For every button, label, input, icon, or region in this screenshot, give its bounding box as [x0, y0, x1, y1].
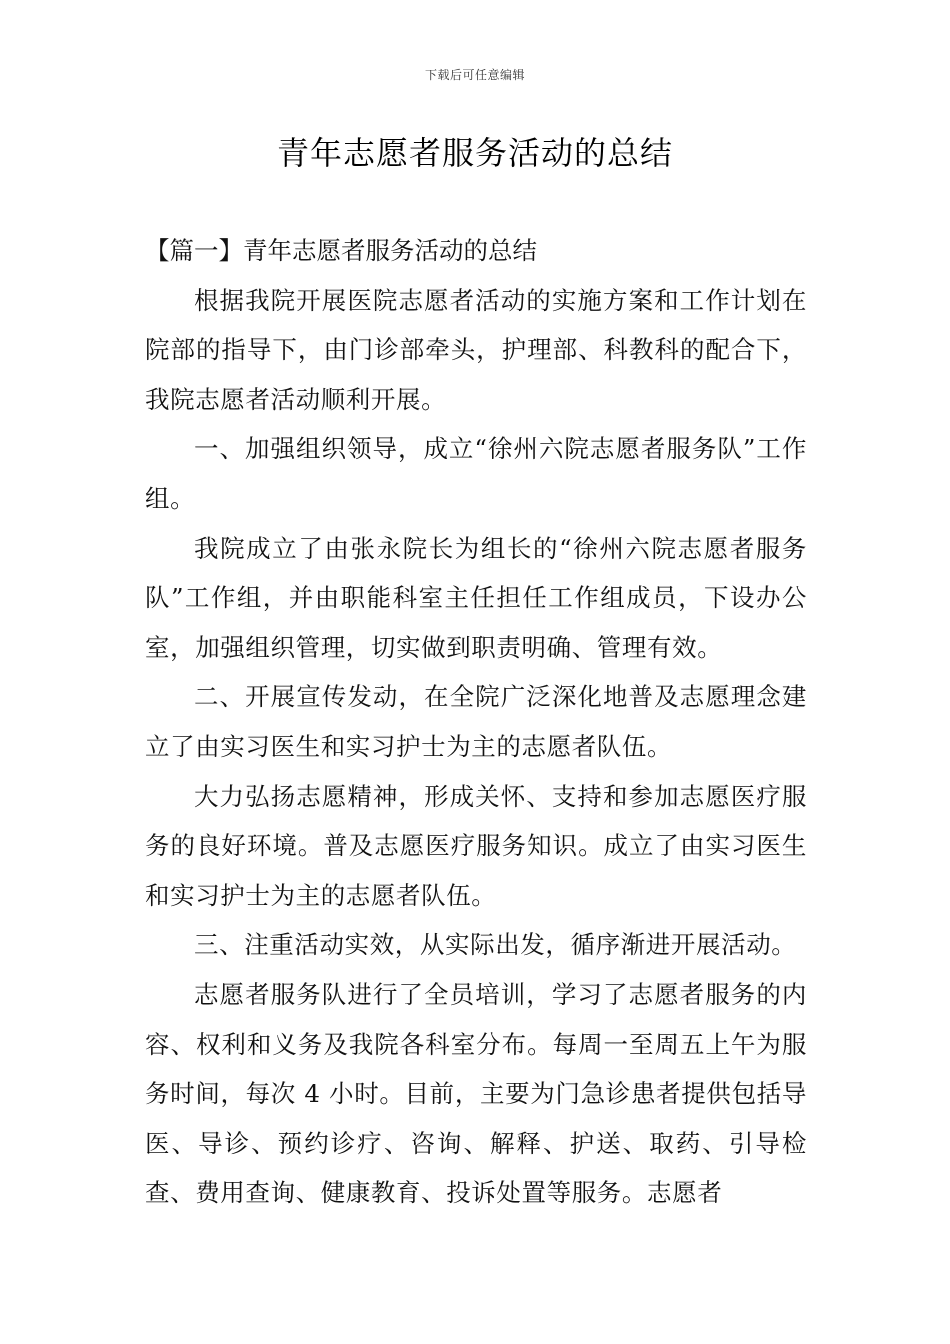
document-body [145, 226, 807, 1218]
paragraph-volunteer-spirit: 大力弘扬志愿精神，形成关怀、支持和参加志愿医疗服务的良好环境。普及志愿医疗服务知识。成立了由实习医生和实习护士为主的志愿者队伍。 [145, 781, 807, 910]
document-title: 青年志愿者服务活动的总结 [276, 134, 673, 172]
section-heading: 【篇一】青年志愿者服务活动的总结 [145, 236, 537, 265]
paragraph-intro: 根据我院开展医院志愿者活动的实施方案和工作计划在院部的指导下，由门诊部牵头，护理部、科教科的配合下，我院志愿者活动顺利开展。 [145, 285, 807, 414]
paragraph-heading-two: 二、开展宣传发动，在全院广泛深化地普及志愿理念建立了由实习医生和实习护士为主的志愿者队伍。 [145, 682, 807, 761]
paragraph-heading-three: 三、注重活动实效，从实际出发，循序渐进开展活动。 [194, 930, 797, 960]
paragraph-training: 志愿者服务队进行了全员培训，学习了志愿者服务的内容、权利和义务及我院各科室分布。每周一至周五上午为服务时间，每次 4 小时。目前，主要为门急诊患者提供包括导医、导诊、预约诊疗、咨询、解释、护送、取药、引导检查、费用查询、健康教育、投诉处置等服务。志愿者 [145, 979, 807, 1208]
page-header-note: 下载后可任意编辑 [424, 68, 525, 82]
paragraph-working-group: 我院成立了由张永院长为组长的“徐州六院志愿者服务队”工作组，并由职能科室主任担任工作组成员，下设办公室，加强组织管理，切实做到职责明确、管理有效。 [145, 533, 807, 662]
paragraph-heading-one: 一、加强组织领导，成立“徐州六院志愿者服务队”工作组。 [145, 434, 807, 513]
